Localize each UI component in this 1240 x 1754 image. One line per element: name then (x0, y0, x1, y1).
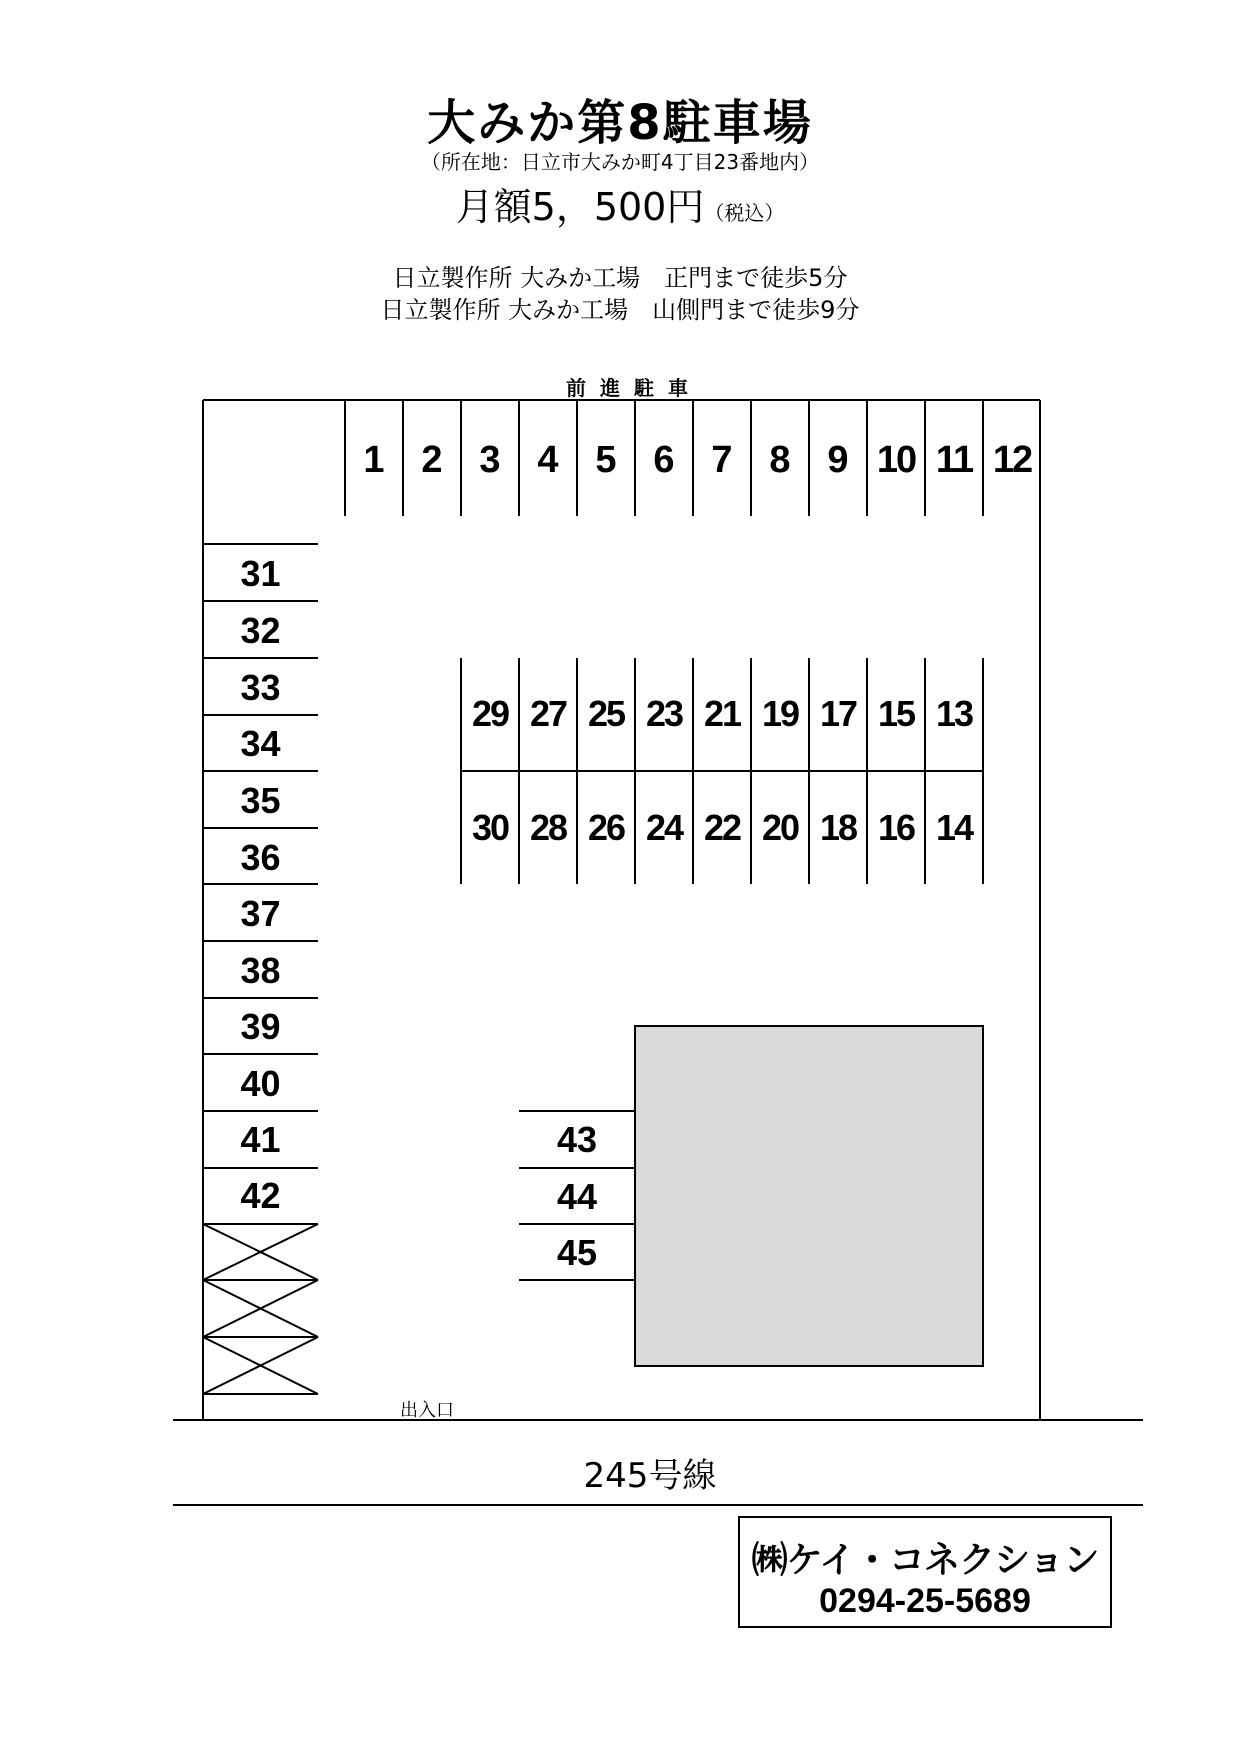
space-number: 42 (240, 1175, 281, 1216)
space-number: 12 (992, 439, 1032, 481)
space-number: 3 (479, 439, 501, 481)
space-number: 44 (556, 1176, 598, 1217)
tax-note: （税込） (704, 201, 785, 225)
space-number: 40 (240, 1063, 281, 1104)
space-number: 38 (240, 950, 281, 991)
space-number: 6 (653, 439, 675, 481)
space-number: 11 (935, 439, 973, 481)
space-number: 5 (595, 439, 617, 481)
middle-block-dividers (461, 658, 983, 884)
space-number: 10 (876, 439, 916, 481)
space-number: 37 (240, 893, 281, 934)
company-name: ㈱ケイ・コネクション (751, 1540, 1099, 1581)
space-number: 26 (587, 807, 625, 848)
space-number: 19 (761, 693, 799, 734)
space-number: 31 (240, 553, 281, 594)
space-number: 28 (529, 807, 567, 848)
space-number: 24 (645, 807, 683, 848)
space-number: 16 (877, 807, 915, 848)
space-number: 35 (240, 780, 281, 821)
company-contact-box (738, 1516, 1112, 1628)
space-number: 18 (819, 807, 857, 848)
space-number: 13 (935, 693, 973, 734)
space-number: 45 (556, 1232, 598, 1273)
road-label: 245号線 (583, 1456, 717, 1496)
space-number: 4 (537, 439, 559, 481)
space-number: 17 (819, 693, 857, 734)
space-number: 27 (529, 693, 567, 734)
space-number: 7 (711, 439, 733, 481)
walk-line-side-gate: 日立製作所 大みか工場 山側門まで徒歩9分 (380, 296, 860, 324)
space-number: 14 (935, 807, 973, 848)
building-block (635, 1026, 983, 1366)
page-title: 大みか第8駐車場 (427, 95, 813, 151)
space-number: 20 (761, 807, 799, 848)
space-number: 41 (240, 1119, 281, 1160)
company-phone: 0294-25-5689 (819, 1582, 1031, 1620)
space-number: 34 (240, 723, 281, 764)
walk-line-main-gate: 日立製作所 大みか工場 正門まで徒歩5分 (392, 264, 848, 292)
space-number: 30 (471, 807, 509, 848)
monthly-price: 月額5，500円 (455, 185, 705, 229)
space-number: 36 (240, 837, 281, 878)
space-number: 2 (421, 439, 443, 481)
space-number: 25 (587, 693, 625, 734)
space-number: 22 (703, 807, 741, 848)
space-number: 21 (703, 693, 741, 734)
forward-parking-label: 前進駐車 (566, 376, 702, 400)
space-number: 15 (877, 693, 915, 734)
space-number: 23 (645, 693, 683, 734)
space-number: 33 (240, 667, 281, 708)
space-number: 9 (827, 439, 849, 481)
space-number: 39 (240, 1006, 281, 1047)
unavailable-space-crosses (203, 1224, 318, 1394)
space-number: 8 (769, 439, 791, 481)
space-number: 1 (363, 439, 385, 481)
space-number: 43 (556, 1119, 598, 1160)
space-number: 29 (471, 693, 509, 734)
entrance-label: 出入口 (400, 1400, 454, 1421)
space-number: 32 (240, 610, 281, 651)
address-text: （所在地：日立市大みか町4丁目23番地内） (420, 150, 820, 174)
